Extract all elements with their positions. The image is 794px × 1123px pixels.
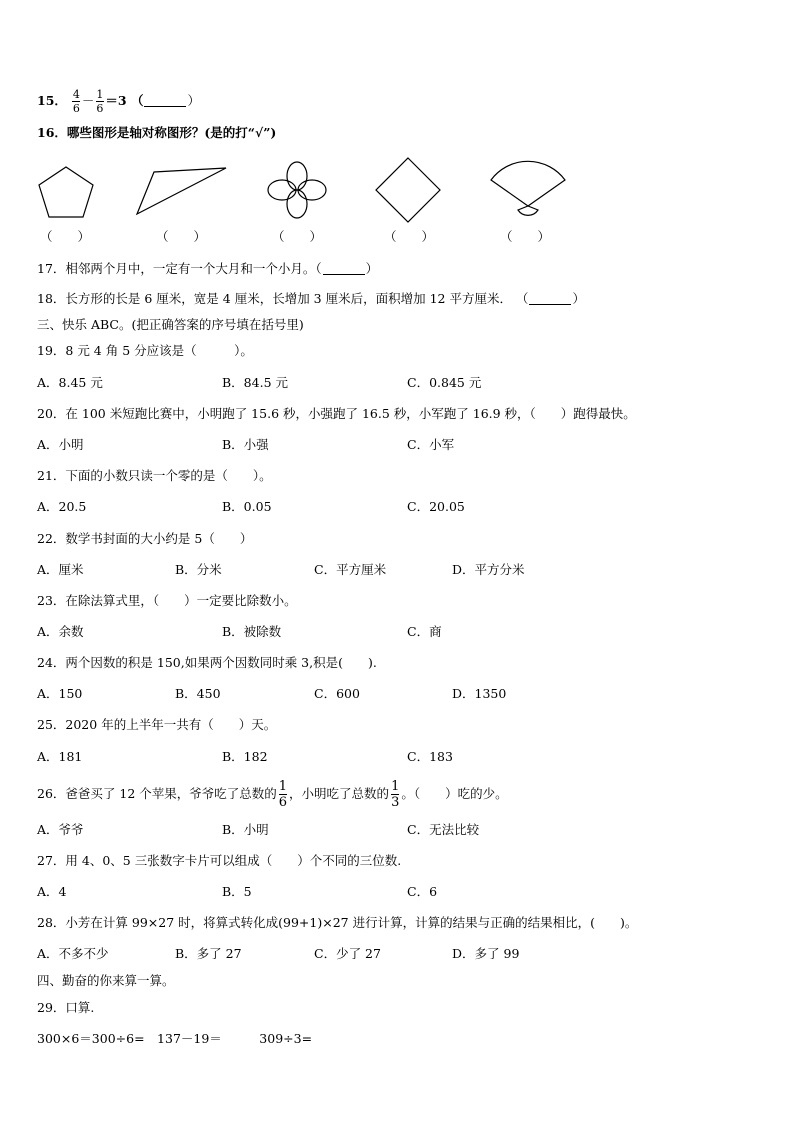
fraction-1-6 [278, 780, 288, 809]
options-20 [37, 437, 737, 453]
options-22 [37, 562, 737, 578]
options-24 [37, 686, 737, 702]
minus-sign: － [81, 93, 95, 108]
answer-paren-1[interactable]: （ ） [40, 229, 91, 244]
question-22: 22．数学书封面的大小约是 5（ ） [37, 531, 253, 546]
option-c[interactable]: C．600 [314, 686, 360, 701]
numerator: 4 [72, 88, 80, 101]
question-20: 20．在 100 米短跑比赛中，小明跑了 15.6 秒，小强跑了 16.5 秒，小军跑了 16.9 秒，（ ）跑得最快。 [37, 406, 636, 421]
option-b[interactable]: B．被除数 [222, 624, 282, 639]
pentagon-icon [36, 164, 98, 220]
option-a[interactable]: A．厘米 [37, 562, 84, 577]
denominator: 6 [278, 795, 288, 810]
numerator: 1 [391, 779, 400, 794]
fan-icon [488, 160, 568, 218]
option-a[interactable]: A．8.45 元 [37, 375, 103, 390]
question-text-mid: ，小明吃了总数的 [289, 786, 390, 801]
question-15 [37, 89, 200, 114]
equation-rest: ＝3 （ [105, 93, 144, 108]
option-c[interactable]: C．少了 27 [314, 946, 381, 961]
option-c[interactable]: C．6 [407, 884, 438, 899]
fraction-4-6 [72, 89, 81, 114]
option-a[interactable]: A．爷爷 [37, 822, 84, 837]
section-heading-3: 三、快乐 ABC。(把正确答案的序号填在括号里) [37, 317, 304, 332]
answer-paren-5[interactable]: （ ） [500, 229, 551, 244]
option-a[interactable]: A．4 [37, 884, 67, 899]
answer-blank[interactable] [529, 294, 571, 305]
numerator: 1 [278, 779, 288, 794]
question-21: 21．下面的小数只读一个零的是（ ）。 [37, 468, 272, 483]
numerator: 1 [96, 88, 104, 101]
option-a[interactable]: A．20.5 [37, 499, 87, 514]
question-text: 17．相邻两个月中，一定有一个大月和一个小月。（ [37, 261, 322, 276]
option-b[interactable]: B．小强 [222, 437, 269, 452]
options-25 [37, 749, 737, 765]
option-a[interactable]: A．150 [37, 686, 83, 701]
option-b[interactable]: B．小明 [222, 822, 269, 837]
options-26 [37, 822, 737, 838]
option-d[interactable]: D．多了 99 [452, 946, 520, 961]
option-a[interactable]: A．余数 [37, 624, 84, 639]
question-29: 29．口算. [37, 1000, 95, 1015]
close-paren: ） [187, 93, 200, 108]
question-17 [37, 261, 378, 277]
question-number: 15． [37, 93, 67, 108]
options-23 [37, 624, 737, 640]
denominator: 6 [96, 102, 104, 115]
question-27: 27．用 4、0、5 三张数字卡片可以组成（ ）个不同的三位数. [37, 853, 402, 868]
mental-calc-row: 300×6＝300÷6= 137－19＝ 309÷3= [37, 1031, 313, 1046]
question-18 [37, 291, 585, 307]
option-b[interactable]: B．0.05 [222, 499, 272, 514]
options-19 [37, 375, 737, 391]
answer-blank[interactable] [323, 264, 365, 275]
answer-paren-4[interactable]: （ ） [384, 229, 435, 244]
question-26 [37, 780, 508, 809]
option-c[interactable]: C．无法比较 [407, 822, 480, 837]
denominator: 6 [72, 102, 80, 115]
options-27 [37, 884, 737, 900]
option-b[interactable]: B．182 [222, 749, 268, 764]
option-c[interactable]: C．商 [407, 624, 442, 639]
option-b[interactable]: B．分米 [175, 562, 222, 577]
diamond-icon [373, 156, 443, 224]
question-23: 23．在除法算式里，（ ）一定要比除数小。 [37, 593, 297, 608]
question-24: 24．两个因数的积是 150,如果两个因数同时乘 3,积是( ). [37, 655, 377, 670]
four-leaf-icon [265, 160, 329, 222]
close-paren: ） [572, 291, 585, 306]
question-28: 28．小芳在计算 99×27 时，将算式转化成(99+1)×27 进行计算，计算的结果与正确的结果相比，( )。 [37, 915, 638, 930]
option-c[interactable]: C．平方厘米 [314, 562, 387, 577]
answer-blank[interactable] [144, 96, 186, 107]
fraction-1-3 [390, 780, 400, 809]
option-c[interactable]: C．183 [407, 749, 453, 764]
question-16: 16．哪些图形是轴对称图形？(是的打“√”) [37, 125, 277, 140]
option-d[interactable]: D．平方分米 [452, 562, 525, 577]
denominator: 3 [391, 795, 400, 810]
question-text: 18．长方形的长是 6 厘米，宽是 4 厘米，长增加 3 厘米后，面积增加 12 平方厘米． （ [37, 291, 529, 306]
option-a[interactable]: A．小明 [37, 437, 84, 452]
option-d[interactable]: D．1350 [452, 686, 507, 701]
question-19: 19．8 元 4 角 5 分应该是（ ）。 [37, 343, 253, 358]
question-text: 26．爸爸买了 12 个苹果，爷爷吃了总数的 [37, 786, 277, 801]
answer-paren-3[interactable]: （ ） [272, 229, 323, 244]
option-c[interactable]: C．0.845 元 [407, 375, 482, 390]
fraction-1-6 [95, 89, 104, 114]
section-heading-4: 四、勤奋的你来算一算。 [37, 973, 175, 988]
option-c[interactable]: C．小军 [407, 437, 455, 452]
option-a[interactable]: A．181 [37, 749, 83, 764]
option-b[interactable]: B．450 [175, 686, 221, 701]
option-a[interactable]: A．不多不少 [37, 946, 109, 961]
option-b[interactable]: B．多了 27 [175, 946, 242, 961]
question-25: 25．2020 年的上半年一共有（ ）天。 [37, 717, 277, 732]
options-28 [37, 946, 737, 962]
triangle-icon [132, 164, 230, 218]
option-b[interactable]: B．84.5 元 [222, 375, 288, 390]
option-c[interactable]: C．20.05 [407, 499, 465, 514]
question-text-end: 。（ ）吃的少。 [401, 786, 508, 801]
answer-paren-2[interactable]: （ ） [156, 229, 207, 244]
option-b[interactable]: B．5 [222, 884, 252, 899]
options-21 [37, 499, 737, 515]
close-paren: ） [365, 261, 379, 276]
